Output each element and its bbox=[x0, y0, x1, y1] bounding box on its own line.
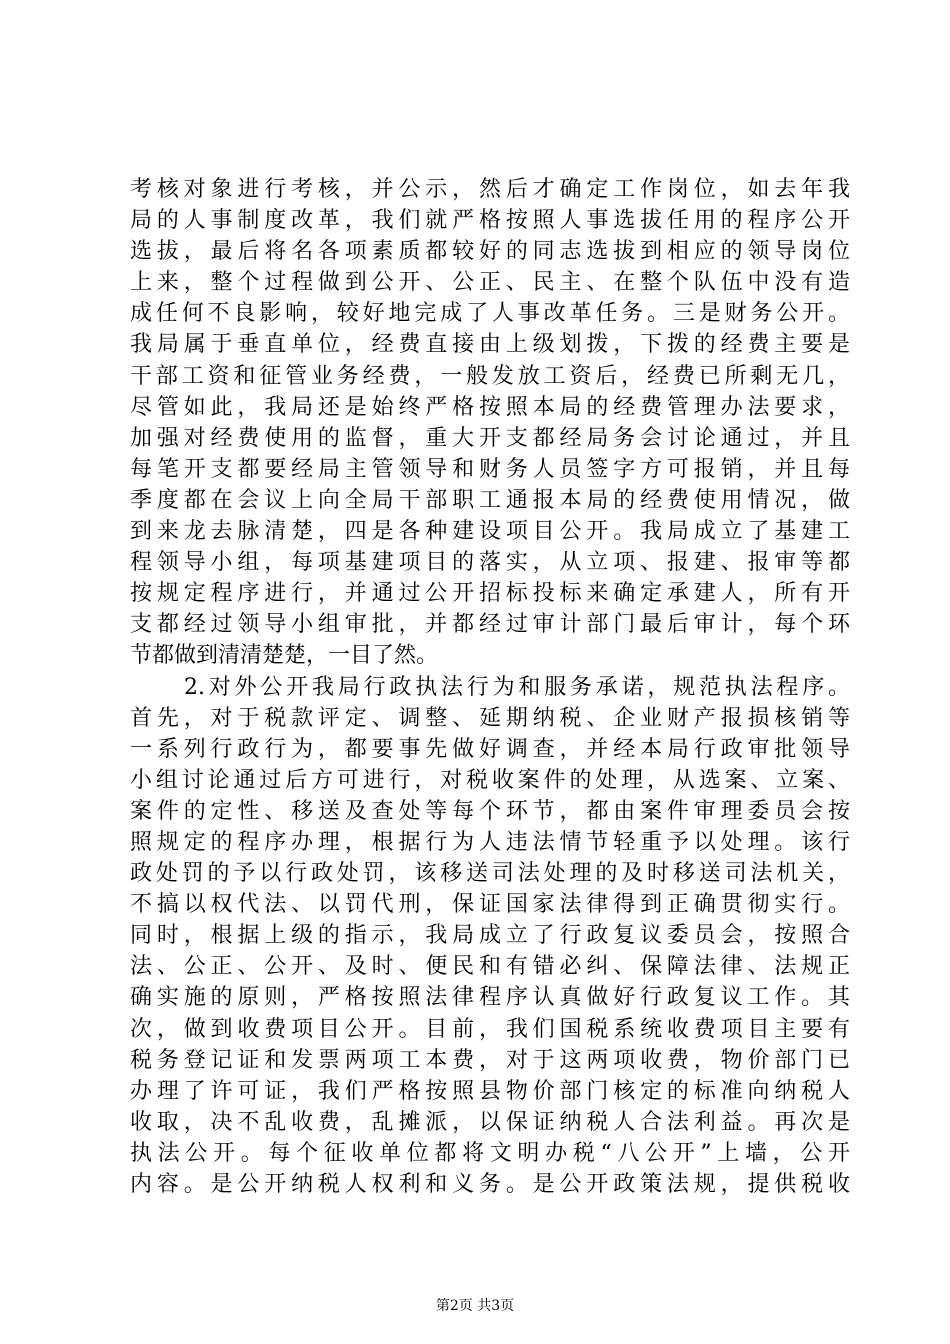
text-line: 成任何不良影响，较好地完成了人事改革任务。三是财务公开。 bbox=[130, 301, 850, 327]
text-line: 办理了许可证，我们严格按照县物价部门核定的标准向纳税人 bbox=[130, 1078, 850, 1104]
text-line: 收取，决不乱收费，乱摊派，以保证纳税人合法利益。再次是 bbox=[130, 1109, 850, 1135]
text-line: 支都经过领导小组审批，并都经过审计部门最后审计，每个环 bbox=[130, 612, 850, 638]
text-line: 案件的定性、移送及查处等每个环节，都由案件审理委员会按 bbox=[130, 798, 850, 824]
text-line: 上来，整个过程做到公开、公正、民主、在整个队伍中没有造 bbox=[130, 270, 850, 296]
text-line: 局的人事制度改革，我们就严格按照人事选拔任用的程序公开 bbox=[130, 208, 850, 234]
text-line: 考核对象进行考核，并公示，然后才确定工作岗位，如去年我 bbox=[130, 177, 850, 202]
text-line: 税务登记证和发票两项工本费，对于这两项收费，物价部门已 bbox=[130, 1047, 850, 1073]
text-line: 节都做到清清楚楚，一目了然。 bbox=[130, 643, 439, 669]
text-line: 加强对经费使用的监督，重大开支都经局务会讨论通过，并且 bbox=[130, 425, 850, 451]
text-line: 尽管如此，我局还是始终严格按照本局的经费管理办法要求， bbox=[130, 394, 850, 420]
text-line: 次，做到收费项目公开。目前，我们国税系统收费项目主要有 bbox=[130, 1016, 850, 1042]
text-line: 干部工资和征管业务经费，一般发放工资后，经费已所剩无几， bbox=[130, 363, 850, 389]
text-line: 程领导小组，每项基建项目的落实，从立项、报建、报审等都 bbox=[130, 550, 850, 576]
text-line: 2.对外公开我局行政执法行为和服务承诺，规范执法程序。 bbox=[184, 674, 850, 700]
text-line: 首先，对于税款评定、调整、延期纳税、企业财产报损核销等 bbox=[130, 705, 850, 731]
text-line: 内容。是公开纳税人权利和义务。是公开政策法规，提供税收 bbox=[130, 1172, 850, 1197]
text-line: 同时，根据上级的指示，我局成立了行政复议委员会，按照合 bbox=[130, 923, 850, 949]
text-line: 到来龙去脉清楚，四是各种建设项目公开。我局成立了基建工 bbox=[130, 519, 850, 545]
text-line: 一系列行政行为，都要事先做好调查，并经本局行政审批领导 bbox=[130, 736, 850, 762]
text-line: 我局属于垂直单位，经费直接由上级划拨，下拨的经费主要是 bbox=[130, 332, 850, 358]
text-line: 执法公开。每个征收单位都将文明办税“八公开”上墙，公开 bbox=[130, 1140, 850, 1166]
page-footer: 第2页 共3页 bbox=[435, 1298, 515, 1314]
body-text bbox=[130, 174, 850, 1200]
text-line: 法、公正、公开、及时、便民和有错必纠、保障法律、法规正 bbox=[130, 954, 850, 980]
text-line: 确实施的原则，严格按照法律程序认真做好行政复议工作。其 bbox=[130, 985, 850, 1011]
text-line: 季度都在会议上向全局干部职工通报本局的经费使用情况，做 bbox=[130, 487, 850, 513]
text-line: 每笔开支都要经局主管领导和财务人员签字方可报销，并且每 bbox=[130, 456, 850, 482]
text-line: 照规定的程序办理，根据行为人违法情节轻重予以处理。该行 bbox=[130, 829, 850, 855]
text-line: 选拔，最后将名各项素质都较好的同志选拔到相应的领导岗位 bbox=[130, 239, 850, 265]
text-line: 小组讨论通过后方可进行，对税收案件的处理，从选案、立案、 bbox=[130, 767, 850, 793]
text-line: 按规定程序进行，并通过公开招标投标来确定承建人，所有开 bbox=[130, 581, 850, 607]
text-line: 政处罚的予以行政处罚，该移送司法处理的及时移送司法机关， bbox=[130, 861, 850, 887]
text-line: 不搞以权代法、以罚代刑，保证国家法律得到正确贯彻实行。 bbox=[130, 892, 850, 918]
